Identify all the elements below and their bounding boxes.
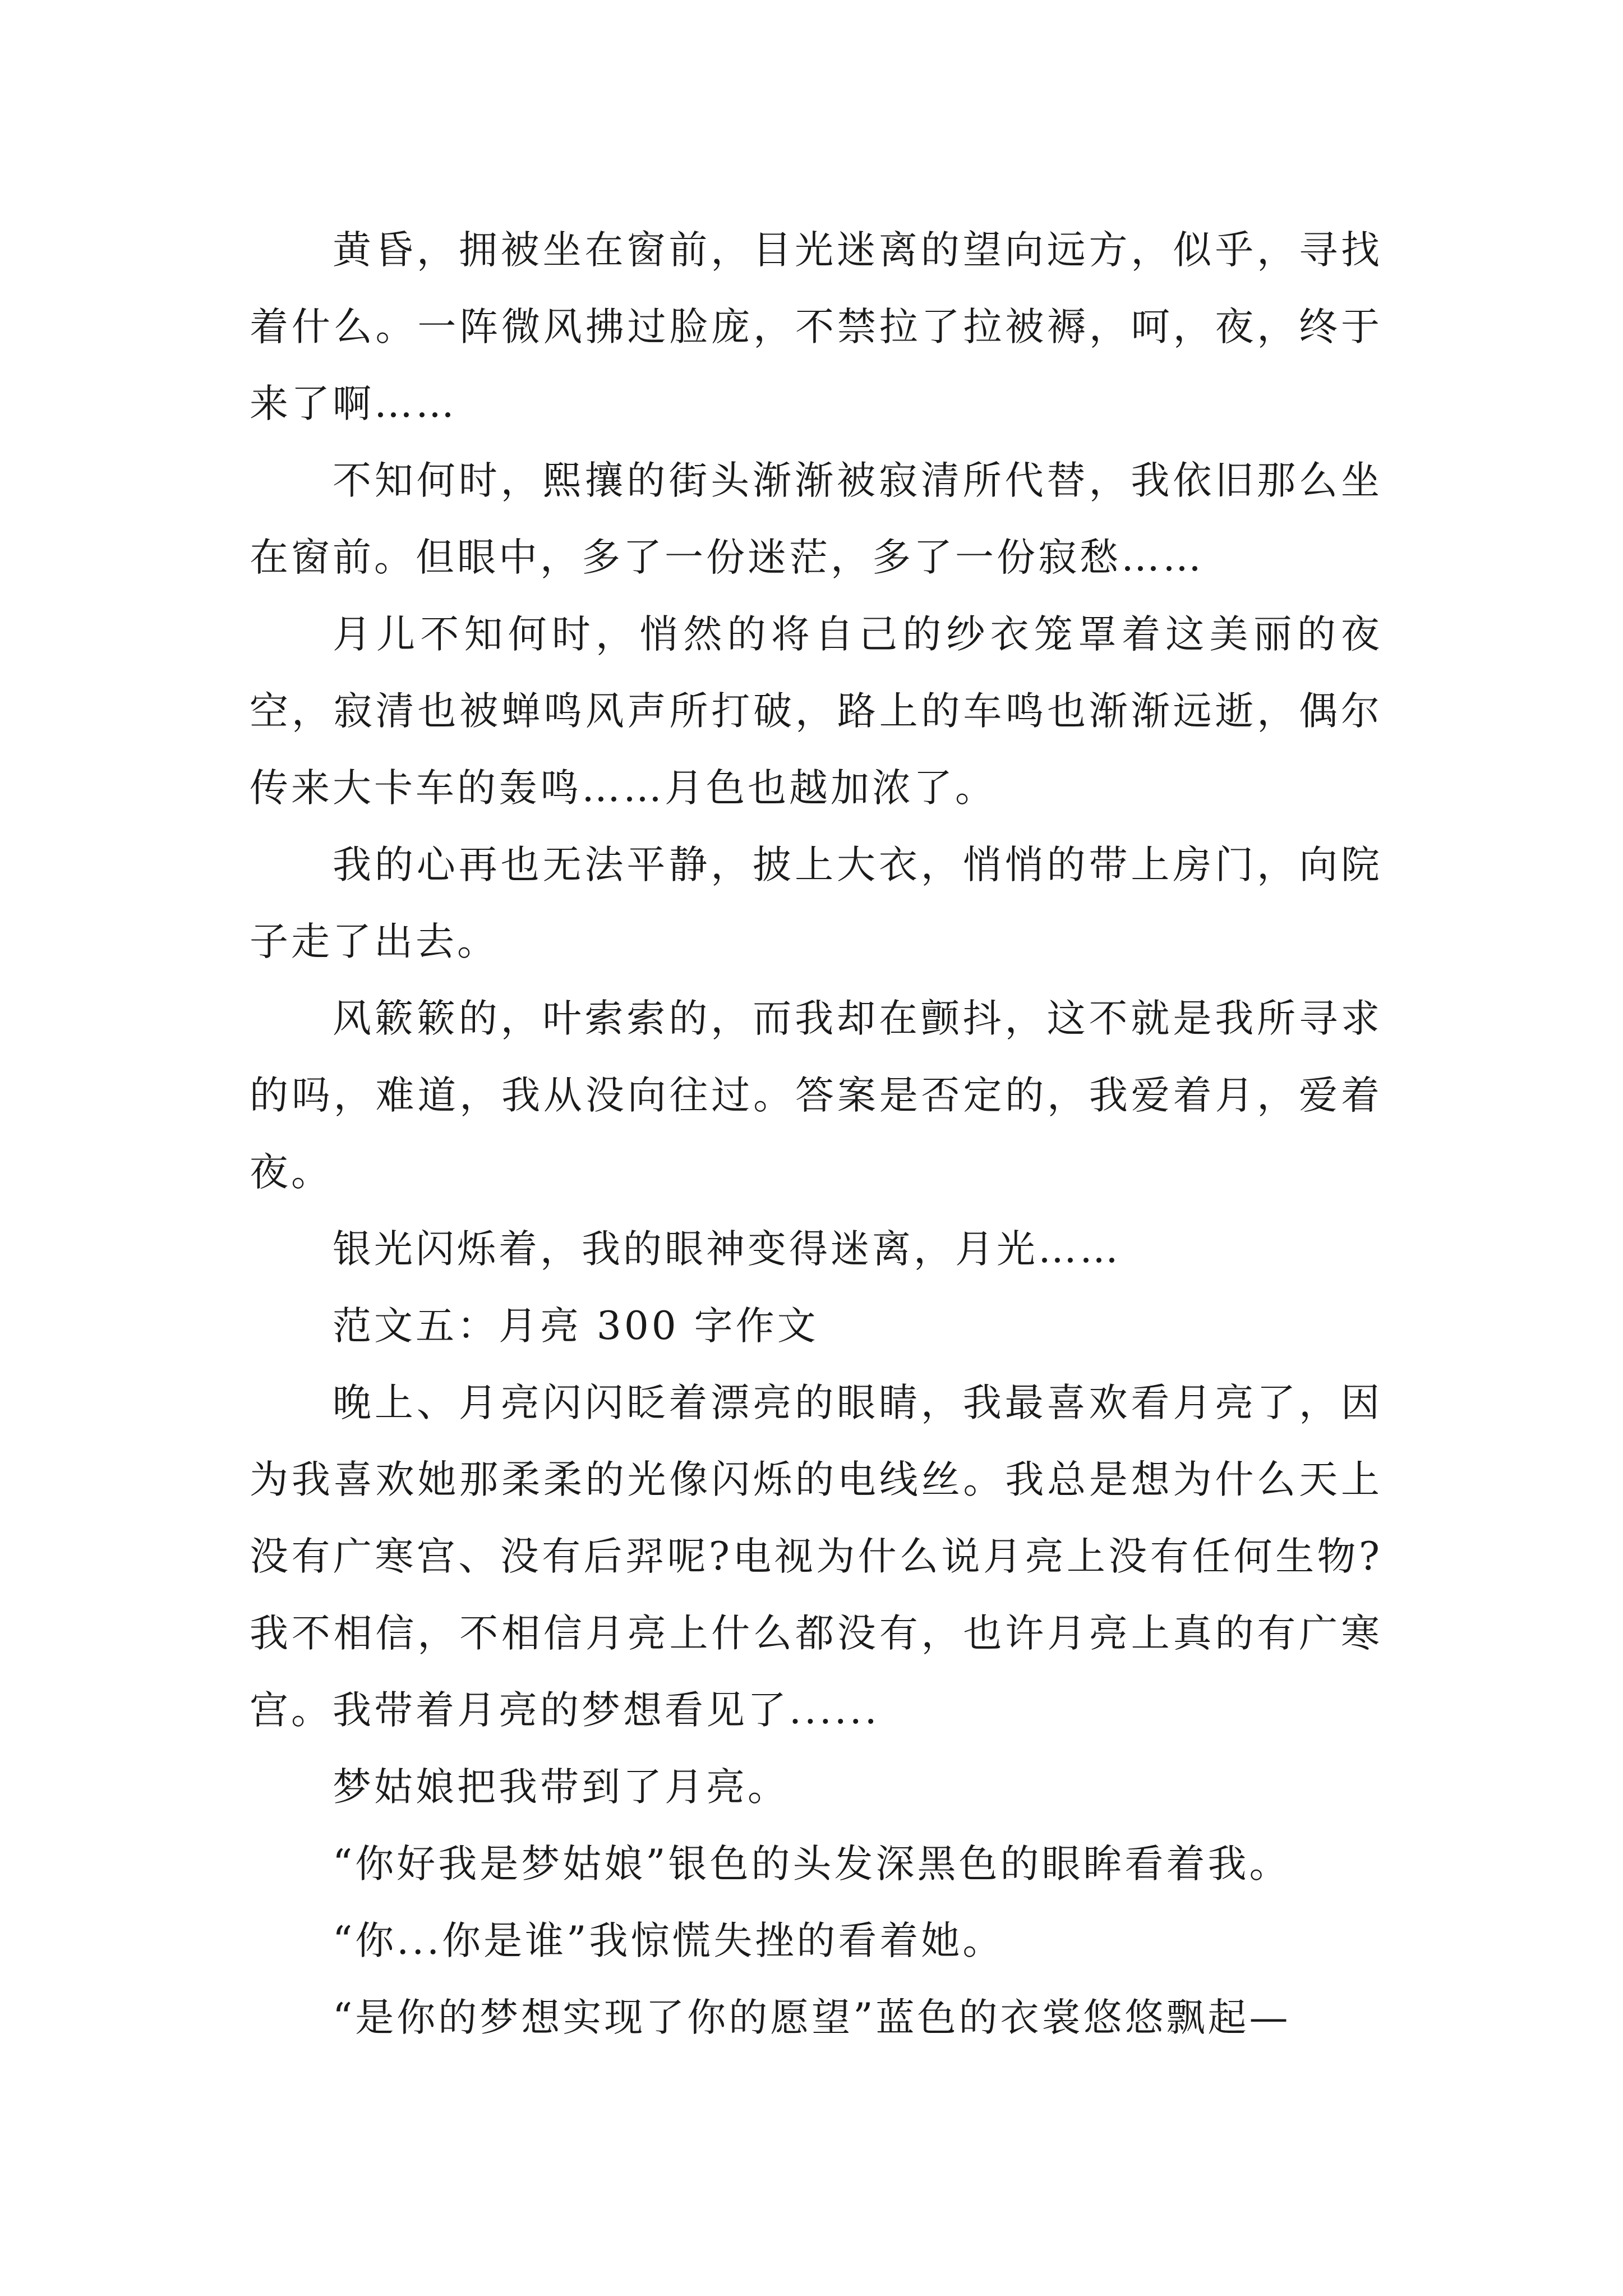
paragraph-go-to-yard: 我的心再也无法平静，披上大衣，悄悄的带上房门，向院子走了出去。	[250, 843, 1382, 964]
paragraph-moonlight-night: 月儿不知何时，悄然的将自己的纱衣笼罩着这美丽的夜空，寂清也被蝉鸣风声所打破，路上的车鸣也渐渐远逝，偶尔传来大卡车的轰鸣……月色也越加浓了。	[250, 612, 1382, 811]
document-page	[250, 212, 1382, 2056]
paragraph-dream-girl: 梦姑娘把我带到了月亮。	[333, 1765, 789, 1810]
paragraph-dream-wish-quote: “是你的梦想实现了你的愿望”蓝色的衣裳悠悠飘起—	[333, 1995, 1291, 2040]
paragraph-evening-moon: 晚上、月亮闪闪眨着漂亮的眼睛，我最喜欢看月亮了，因为我喜欢她那柔柔的光像闪烁的电线丝。我总是想为什么天上没有广寒宫、没有后羿呢?电视为什么说月亮上没有任何生物?我不相信，不相信月亮上什么都没有，也许月亮上真的有广寒宫。我带着月亮的梦想看见了......	[250, 1381, 1382, 1733]
paragraph-dusk-window: 黄昏，拥被坐在窗前，目光迷离的望向远方，似乎，寻找着什么。一阵微风拂过脸庞，不禁拉了拉被褥，呵，夜，终于来了啊……	[250, 228, 1382, 426]
paragraph-silver-light: 银光闪烁着，我的眼神变得迷离，月光……	[333, 1227, 1121, 1272]
paragraph-who-are-you-quote: “你...你是谁”我惊慌失挫的看着她。	[333, 1918, 1004, 1963]
section-heading-essay-five: 范文五：月亮 300 字作文	[333, 1304, 819, 1349]
paragraph-wind-leaves: 风簌簌的，叶索索的，而我却在颤抖，这不就是我所寻求的吗，难道，我从没向往过。答案是否定的，我爱着月，爱着夜。	[250, 996, 1382, 1195]
paragraph-greeting-quote: “你好我是梦姑娘”银色的头发深黑色的眼眸看着我。	[333, 1842, 1291, 1887]
paragraph-quiet-street: 不知何时，熙攘的街头渐渐被寂清所代替，我依旧那么坐在窗前。但眼中，多了一份迷茫，多了一份寂愁……	[250, 458, 1382, 580]
